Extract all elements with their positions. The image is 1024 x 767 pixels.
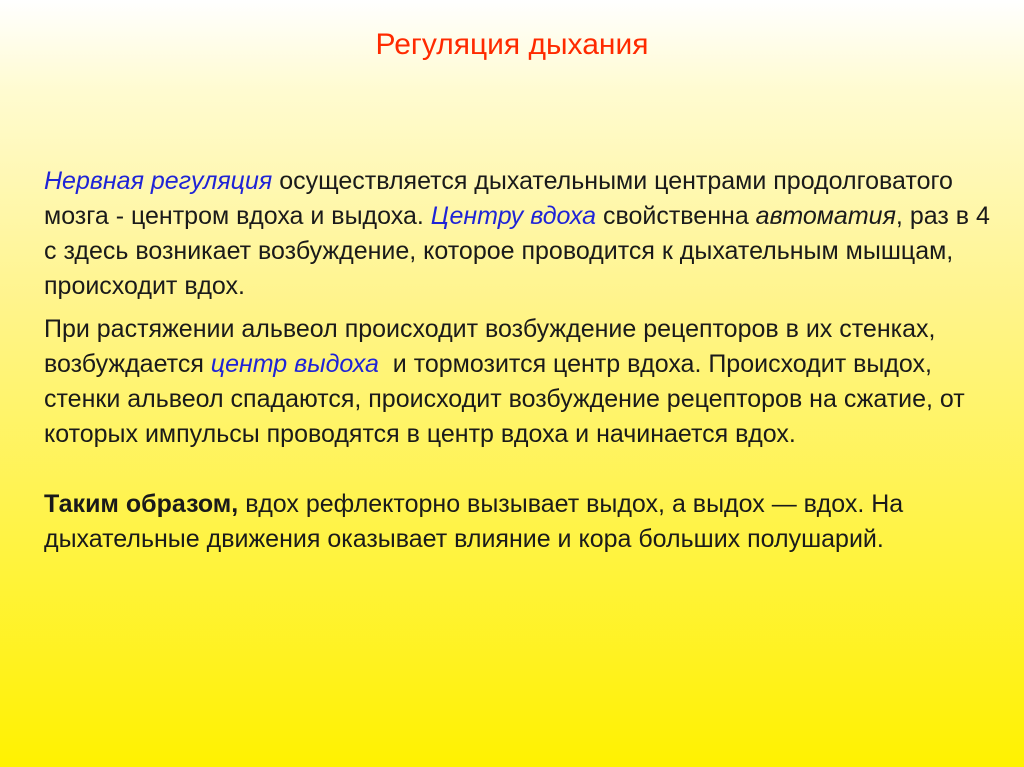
paragraph3-text-a: вдох рефлекторно вызывает выдох, а выдох — вдох. На дыхательные движения оказывает влияние и кора больших полушарий. (44, 490, 904, 553)
paragraph1-text-c: , раз в 4 с здесь возникает возбуждение, которое проводится к дыхательным мышцам, происходит вдох. (44, 202, 990, 300)
slide-title: Регуляция дыхания (375, 28, 649, 61)
slide-content (44, 164, 994, 557)
term-inhale-center: Центру вдоха (430, 202, 597, 230)
paragraph1-text-a: осуществляется дыхательными центрами продолговатого мозга - центром вдоха и выдоха. (44, 167, 953, 230)
paragraph-nervous-regulation (44, 164, 994, 304)
paragraph1-text-b: свойственна (596, 202, 756, 230)
term-nervous-regulation: Нервная регуляция (44, 167, 273, 195)
paragraph-alveoli-stretch (44, 312, 994, 452)
paragraph2-text-b: и тормозится центр вдоха. Происходит выдох, стенки альвеол спадаются, происходит возбуждение рецепторов на сжатие, от которых импульсы проводятся в центр вдоха и начинается вдох. (44, 350, 972, 448)
term-thus: Таким образом, (44, 490, 239, 518)
term-automatism: автоматия (755, 202, 896, 230)
term-exhale-center: центр выдоха (210, 350, 379, 378)
paragraph-conclusion (44, 487, 994, 557)
paragraph2-text-a: При растяжении альвеол происходит возбуждение рецепторов в их стенках, возбуждается (44, 315, 936, 378)
